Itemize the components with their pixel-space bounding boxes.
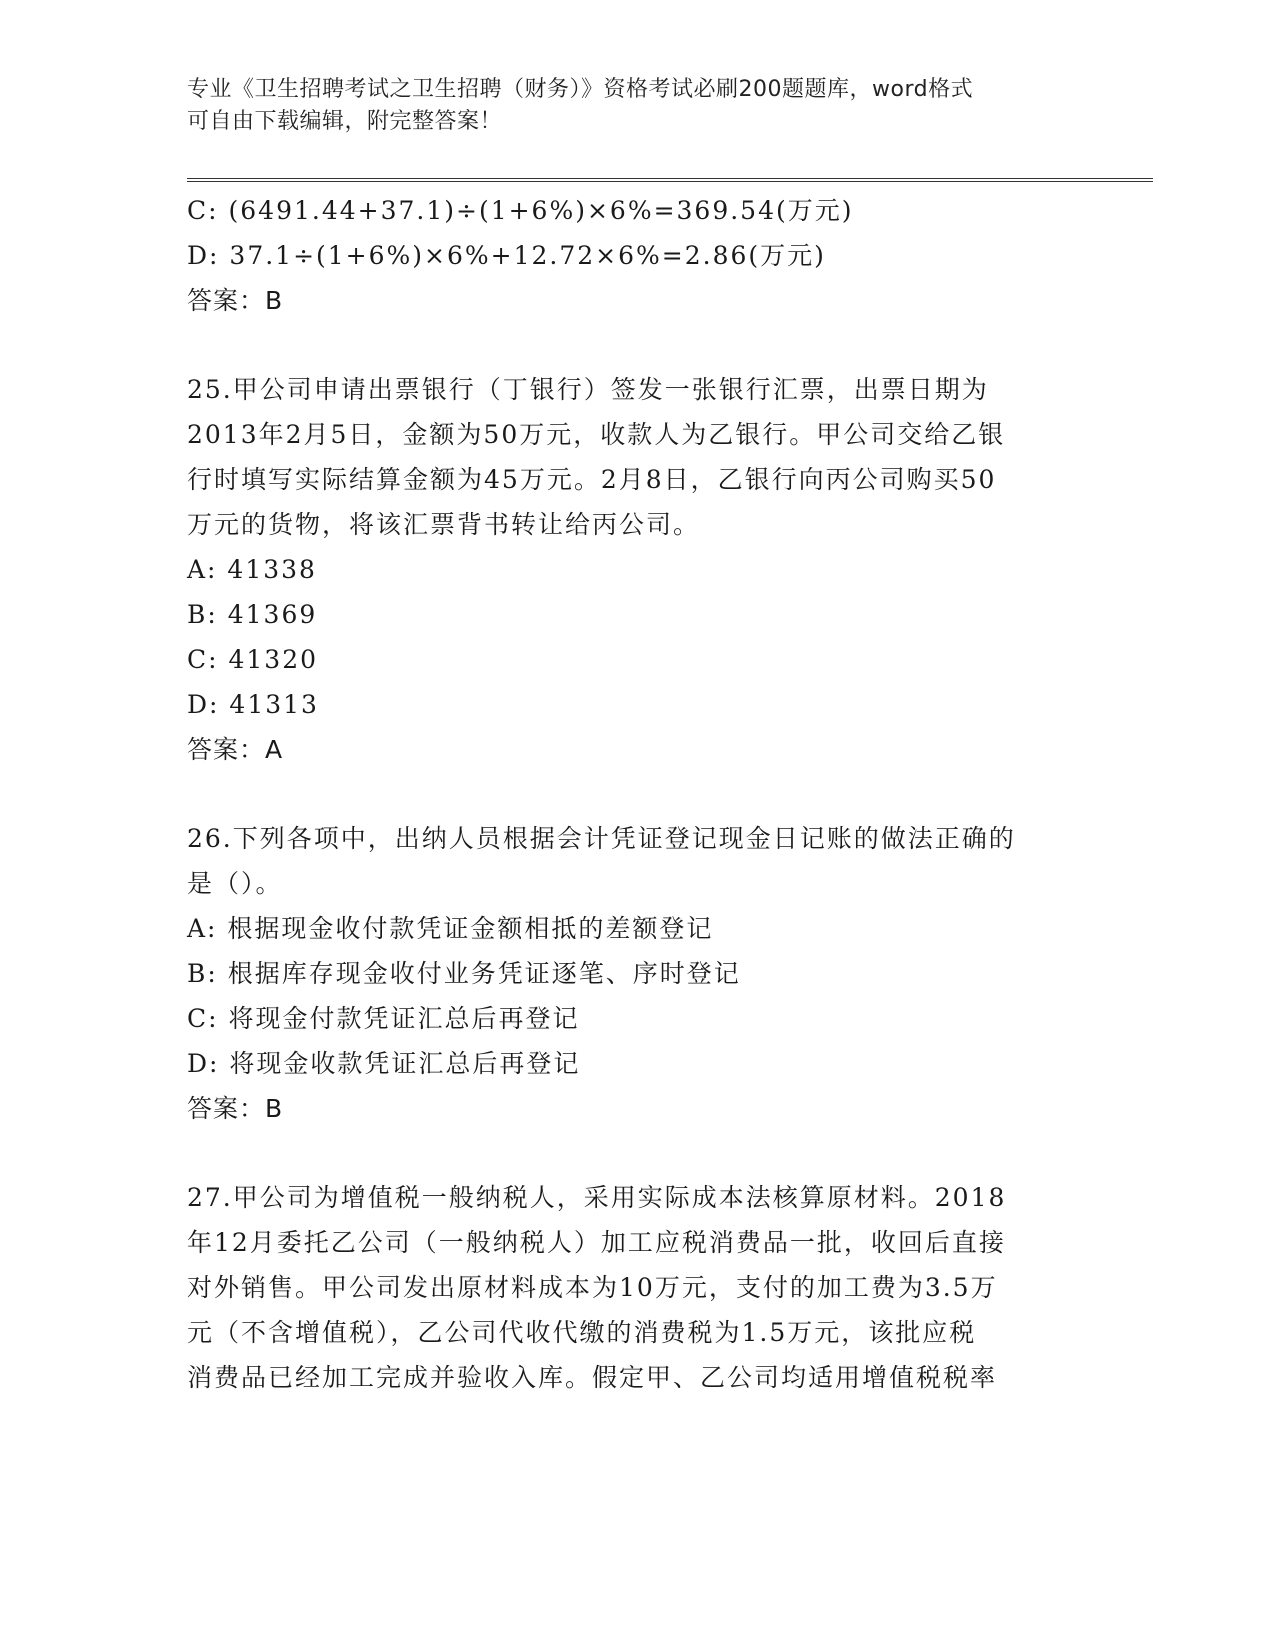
option-b: B: 41369 [187,600,318,629]
question-stem-line: 26.下列各项中，出纳人员根据会计凭证登记现金日记账的做法正确的 [187,824,1016,853]
option-c: C: 将现金付款凭证汇总后再登记 [187,1004,580,1033]
question-26 [187,816,1087,1131]
option-a: A: 41338 [187,555,317,584]
answer: 答案：B [187,1094,284,1123]
header-title-line-2: 可自由下载编辑，附完整答案！ [187,109,503,134]
question-stem-line: 2013年2月5日，金额为50万元，收款人为乙银行。甲公司交给乙银 [187,420,1006,449]
question-stem-line: 万元的货物，将该汇票背书转让给丙公司。 [187,510,701,539]
document-body [187,188,1087,1400]
answer: 答案：B [187,286,284,315]
question-25 [187,367,1087,772]
page-header [187,74,1087,138]
question-stem-line: 是（）。 [187,869,283,898]
option-a: A: 根据现金收付款凭证金额相抵的差额登记 [187,914,714,943]
option-b: B: 根据库存现金收付业务凭证逐笔、序时登记 [187,959,741,988]
option-c: C: 41320 [187,645,319,674]
option-d: D: 将现金收款凭证汇总后再登记 [187,1049,581,1078]
question-stem-line: 对外销售。甲公司发出原材料成本为10万元，支付的加工费为3.5万 [187,1273,998,1302]
question-stem-line: 年12月委托乙公司（一般纳税人）加工应税消费品一批，收回后直接 [187,1228,1006,1257]
header-title-line-1: 专业《卫生招聘考试之卫生招聘（财务）》资格考试必刷200题题库，word格式 [187,77,974,102]
question-stem-line: 行时填写实际结算金额为45万元。2月8日，乙银行向丙公司购买50 [187,465,997,494]
question-stem-line: 元（不含增值税），乙公司代收代缴的消费税为1.5万元，该批应税 [187,1318,977,1347]
option-d: D: 41313 [187,690,319,719]
option-c: C: (6491.44+37.1)÷(1+6%)×6%=369.54(万元) [187,196,854,225]
spacer [187,772,1087,816]
question-stem-line: 消费品已经加工完成并验收入库。假定甲、乙公司均适用增值税税率 [187,1363,998,1392]
option-d: D: 37.1÷(1+6%)×6%+12.72×6%=2.86(万元) [187,241,826,270]
previous-question-tail [187,188,1087,323]
question-27 [187,1175,1087,1400]
header-divider [187,178,1153,182]
spacer [187,323,1087,367]
question-stem-line: 25.甲公司申请出票银行（丁银行）签发一张银行汇票，出票日期为 [187,375,989,404]
spacer [187,1131,1087,1175]
question-stem-line: 27.甲公司为增值税一般纳税人，采用实际成本法核算原材料。2018 [187,1183,1007,1212]
answer: 答案：A [187,735,284,764]
